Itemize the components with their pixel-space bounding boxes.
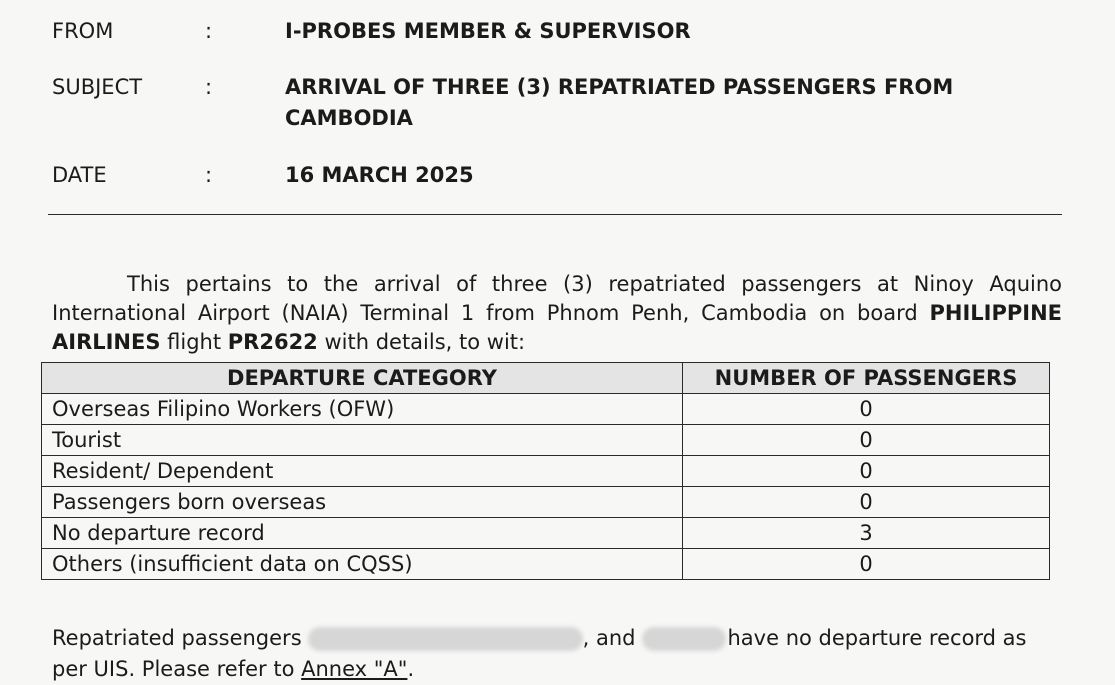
header-divider	[48, 214, 1062, 215]
table-row	[42, 425, 1050, 456]
category-cell: Others (insufficient data on CQSS)	[42, 549, 683, 580]
from-colon: :	[205, 19, 213, 43]
airline-name: PHILIPPINE AIRLINES	[52, 301, 1062, 354]
category-cell: No departure record	[42, 518, 683, 549]
count-cell: 0	[683, 425, 1050, 456]
category-cell: Tourist	[42, 425, 683, 456]
count-cell: 0	[683, 487, 1050, 518]
date-colon: :	[205, 163, 213, 187]
count-cell: 0	[683, 549, 1050, 580]
intro-text: This pertains to the arrival of three (3) repatriated passengers at Ninoy Aquino International Airport (NAIA) Terminal 1 from Phnom Penh, Cambodia on board	[52, 272, 1062, 325]
table-row	[42, 456, 1050, 487]
from-label: FROM	[52, 19, 114, 43]
intro-suffix: with details, to wit:	[317, 330, 526, 354]
redacted-name-1	[308, 627, 583, 651]
annex-link: Annex "A"	[301, 657, 408, 681]
from-value: I-PROBES MEMBER & SUPERVISOR	[285, 19, 691, 43]
subject-value: ARRIVAL OF THREE (3) REPATRIATED PASSENGERS FROM CAMBODIA	[285, 75, 954, 130]
header-number-of-passengers: NUMBER OF PASSENGERS	[683, 363, 1050, 394]
table-row	[42, 487, 1050, 518]
redacted-name-2	[642, 627, 726, 651]
category-cell: Overseas Filipino Workers (OFW)	[42, 394, 683, 425]
flight-number: PR2622	[227, 330, 318, 354]
table-row	[42, 549, 1050, 580]
footer-paragraph	[52, 623, 1067, 685]
count-cell: 0	[683, 456, 1050, 487]
table-row	[42, 394, 1050, 425]
date-label: DATE	[52, 163, 107, 187]
subject-colon: :	[205, 75, 213, 99]
header-departure-category: DEPARTURE CATEGORY	[42, 363, 683, 394]
footer-text-3: have no departure record as per UIS. Please refer to	[52, 626, 1027, 681]
flight-prefix: flight	[160, 330, 228, 354]
departure-table	[41, 362, 1050, 580]
footer-text-2: , and	[582, 626, 636, 650]
table-row	[42, 518, 1050, 549]
count-cell: 0	[683, 394, 1050, 425]
count-cell: 3	[683, 518, 1050, 549]
table-header-row	[42, 363, 1050, 394]
date-value: 16 MARCH 2025	[285, 163, 474, 187]
subject-label: SUBJECT	[52, 75, 143, 99]
footer-text-1: Repatriated passengers	[52, 626, 302, 650]
category-cell: Resident/ Dependent	[42, 456, 683, 487]
intro-paragraph	[52, 270, 1062, 357]
footer-end: .	[407, 657, 415, 681]
category-cell: Passengers born overseas	[42, 487, 683, 518]
